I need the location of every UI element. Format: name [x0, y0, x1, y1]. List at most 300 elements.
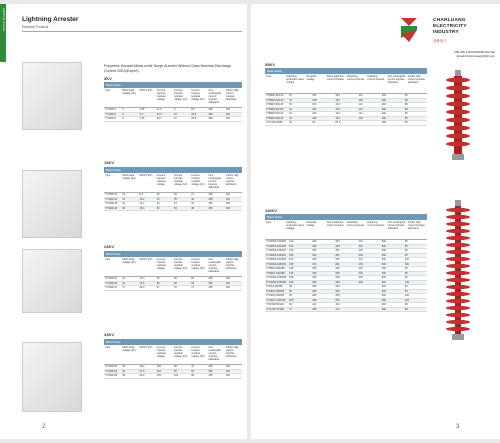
table-cell: 18: [122, 206, 126, 210]
table-cell: 260: [335, 244, 340, 248]
table-cell: 600: [381, 262, 386, 266]
table-cell: YH10W-33: [105, 369, 118, 373]
contact-info: [399, 50, 495, 58]
table-cell: 100: [289, 258, 294, 261]
table-cell: YH10W-18: [105, 206, 118, 210]
table-cell: 250: [208, 374, 213, 377]
table-cell: 221: [358, 240, 363, 243]
table-cell: 24: [122, 281, 126, 285]
table-cell: 32: [191, 197, 195, 201]
table-cell: 71: [191, 286, 195, 289]
table-cell: 229: [358, 276, 363, 279]
table-cell: 96: [289, 289, 292, 293]
table-cell: 120: [335, 98, 340, 102]
table-cell: 69: [174, 281, 177, 285]
table-title: Basic Data: [265, 214, 427, 220]
table-cell: 87.5: [335, 121, 341, 124]
table-cell: 104: [174, 374, 179, 377]
product-intro: Polymeric Housed Metal-oxide Surge Arrester Without Gaps Nominal Discharge Current 10KA(Export): [104, 64, 232, 73]
table-cell: 86: [156, 281, 160, 285]
column-header: Current impulse residual voltage (kV): [174, 89, 188, 101]
table-cell: 400: [381, 116, 386, 120]
column-header: Current impulse residual voltage (kV): [174, 346, 188, 358]
column-header: 4/10us high current impulse withstand: [407, 75, 425, 84]
table-cell: 114: [358, 103, 363, 106]
column-header: Current impulse residual voltage (kV): [174, 258, 188, 270]
table-cell: 10: [122, 193, 126, 196]
table-cell: 42: [289, 107, 292, 111]
table-cell: 132: [335, 303, 340, 306]
logo-line-3: INDUSTRY: [433, 30, 459, 36]
table-cell: 100: [225, 197, 230, 201]
table-cell: 114: [358, 94, 363, 97]
table-cell: YH10W-30: [105, 365, 118, 368]
table-cell: 250: [208, 108, 213, 111]
table-cell: 65: [404, 94, 408, 97]
table-cell: 24.4: [139, 365, 145, 368]
section-tab-label: Lightning Arrester: [2, 8, 6, 32]
column-header: Residual voltage: [306, 221, 317, 227]
column-header: MCOV (kV): [139, 346, 153, 349]
column-header: Residual voltage: [306, 75, 317, 81]
table-cell: 280: [312, 294, 317, 297]
table-cell: 15: [122, 202, 126, 205]
table-cell: 600: [381, 280, 386, 284]
table-cell: 108: [289, 280, 294, 284]
table-cell: YH10WZ-108/281: [266, 249, 287, 252]
table-cell: 250: [208, 365, 213, 368]
table-cell: 239: [358, 262, 363, 266]
column-header: Steep lightning current impulse: [326, 75, 344, 81]
table-cell: 65: [404, 303, 408, 306]
table-cell: YH5WZ-42/120: [266, 98, 284, 102]
table-cell: 87: [191, 369, 195, 373]
table-cell: 250: [208, 281, 213, 285]
table-cell: 22.0: [139, 286, 145, 289]
page-subtitle: Electrical Products: [22, 25, 49, 29]
table-cell: [358, 121, 381, 125]
table-cell: 60: [289, 303, 292, 306]
product-image-3kv: [22, 62, 82, 130]
table-cell: 65: [404, 253, 408, 257]
table-cell: 35: [174, 197, 177, 201]
column-header: Type: [105, 346, 111, 349]
table-cell: 29: [174, 193, 177, 196]
left-page: [0, 4, 247, 439]
table-cell: YH10WZ-100/260: [266, 240, 287, 243]
column-header: Steep lightning current impulse: [326, 221, 344, 227]
table-cell: 12.7: [139, 202, 145, 205]
table-cell: 400: [381, 307, 386, 311]
table-cell: 100: [404, 280, 410, 284]
column-header: 4/10us high current impulse withstand: [225, 346, 239, 358]
table-cell: 250: [335, 294, 340, 297]
table-cell: 65: [404, 240, 408, 243]
contact-email: Email:chanlumiee@163.com: [456, 54, 495, 58]
table-cell: 23.0: [156, 112, 162, 116]
table-cell: 8.4: [139, 193, 143, 196]
table-cell: 9: [174, 108, 176, 111]
column-header: Lightning current impulse: [367, 221, 385, 227]
right-page: [251, 4, 500, 439]
table-cell: 8.9: [191, 108, 195, 111]
product-image-15kv: [22, 170, 82, 238]
table-cell: 9: [122, 117, 124, 120]
spec-table: [265, 214, 427, 312]
table-header-row: [265, 220, 427, 240]
table-cell: 51: [289, 112, 292, 115]
column-header: MCOV (kV): [139, 174, 153, 177]
table-row: [104, 207, 242, 212]
table-cell: 65: [404, 116, 408, 120]
table-cell: 15.3: [139, 206, 145, 210]
table-cell: 95: [191, 374, 195, 377]
table-cell: 33: [122, 369, 126, 373]
table-row: [104, 286, 242, 291]
table-cell: YH1.5W-60/144: [266, 303, 284, 306]
table-cell: [358, 303, 381, 307]
table-cell: 25.8: [191, 117, 197, 120]
table-cell: 44: [174, 202, 177, 205]
table-cell: 400: [381, 98, 386, 102]
table-cell: 260: [335, 258, 340, 261]
logo-chinese-name: 查鲁电气: [433, 39, 447, 43]
table-title: Basic Data: [265, 68, 427, 74]
table-cell: 239: [358, 249, 363, 252]
table-cell: 18: [174, 112, 177, 116]
table-header-row: [104, 345, 242, 365]
table-cell: 27.0: [139, 369, 145, 373]
table-cell: 100: [289, 240, 294, 243]
logo-mark-icon: [399, 16, 419, 44]
table-cell: 280: [312, 285, 317, 288]
table-cell: YH5WZ-42/120: [266, 116, 284, 120]
table-cell: 221: [358, 258, 363, 261]
column-header: Current impulse residual voltage: [156, 89, 166, 101]
table-cell: 154: [312, 107, 317, 111]
section-label: 24KV: [104, 244, 115, 249]
table-cell: 48: [191, 206, 195, 210]
table-cell: 43: [156, 197, 160, 201]
table-header-row: [104, 257, 242, 277]
table-cell: 100: [225, 193, 230, 196]
table-header-row: [265, 74, 427, 94]
table-cell: 96: [289, 285, 292, 288]
table-cell: YH10WZ-108/281: [266, 253, 287, 257]
table-cell: 51: [289, 94, 292, 97]
table-cell: YH10W-10: [105, 193, 118, 196]
table-cell: 281: [335, 262, 340, 266]
table-cell: 100: [225, 365, 230, 368]
table-cell: 65: [404, 276, 408, 279]
table-cell: 400: [381, 271, 386, 275]
table-cell: 65: [404, 267, 408, 270]
column-header: 2ms rectangular current impulse withstand: [208, 174, 222, 189]
section-label: 15KV: [104, 160, 115, 165]
table-header-row: [104, 173, 242, 193]
table-cell: 400: [381, 285, 386, 288]
table-title: Basic Data: [104, 339, 242, 345]
table-cell: 134: [335, 94, 340, 97]
column-header: Current impulse residual voltage: [156, 174, 166, 186]
contact-phone: MB:+86-13970000000 Wechat: [454, 50, 495, 54]
table-cell: 65: [404, 285, 408, 288]
column-header: MCOV (kV): [139, 258, 153, 261]
table-cell: 250: [208, 197, 213, 201]
column-header: MCOV (kV): [139, 89, 153, 92]
column-header: 2ms rectangular current impulse withstand: [387, 75, 406, 84]
column-header: MOA rated voltage (kV): [122, 258, 136, 264]
table-cell: 65: [404, 244, 408, 248]
table-cell: 239: [358, 253, 363, 257]
table-cell: 100: [225, 117, 230, 120]
table-cell: 118: [156, 369, 161, 373]
column-header: Switching current impulse: [347, 75, 365, 81]
table-cell: 30: [122, 365, 126, 368]
column-header: Current impulse residual voltage (kV): [191, 89, 205, 101]
table-cell: 10.2: [139, 197, 145, 201]
table-cell: 100: [225, 369, 230, 373]
table-cell: YH10WZ-108/268: [266, 276, 287, 279]
table-cell: YH5WZ-51/134: [266, 112, 284, 115]
table-cell: YH5WZ-108/268: [266, 267, 285, 270]
table-cell: 144: [312, 303, 317, 306]
table-cell: 250: [208, 206, 213, 210]
column-header: MOA rated voltage (kV): [122, 346, 136, 352]
column-header: Current impulse residual voltage: [156, 346, 166, 358]
table-cell: 53: [174, 206, 177, 210]
table-cell: 100: [404, 294, 410, 297]
section-label: 3KV: [104, 76, 112, 81]
table-cell: 12: [122, 197, 126, 201]
table-cell: 100: [404, 298, 410, 302]
table-cell: 250: [335, 289, 340, 293]
table-cell: YH10W-21: [105, 277, 118, 280]
table-cell: 250: [208, 202, 213, 205]
page-number-right: 3: [456, 424, 460, 430]
table-cell: YH10W-24: [105, 281, 118, 285]
table-cell: 97: [156, 286, 160, 289]
column-header: 4/10us high current impulse withstand: [225, 174, 239, 186]
table-title: Basic Data: [104, 167, 242, 173]
table-row: [104, 374, 242, 379]
table-cell: 65: [156, 206, 160, 210]
table-cell: 299: [312, 240, 317, 243]
column-header: 4/10us high current impulse withstand: [225, 89, 239, 101]
table-cell: 16.8: [191, 112, 197, 116]
table-title: Basic Data: [104, 82, 242, 88]
column-header: 2ms rectangular current impulse withstand: [387, 221, 406, 230]
table-cell: 250: [208, 112, 213, 116]
table-cell: 17.0: [139, 277, 145, 280]
table-cell: 36: [156, 193, 160, 196]
section-label: 110KV: [265, 208, 278, 213]
table-cell: [358, 290, 381, 294]
table-cell: 60: [174, 277, 177, 280]
table-cell: 7.65: [139, 117, 145, 120]
column-header: Lightning current impulse: [367, 75, 385, 81]
table-cell: YH10W-3: [105, 108, 116, 111]
table-cell: 308: [312, 267, 317, 270]
table-cell: YH5WZ-51/134: [266, 103, 284, 106]
column-header: Current impulse residual voltage (kV): [174, 174, 188, 186]
table-cell: 138: [312, 116, 317, 120]
table-cell: 250: [208, 193, 213, 196]
table-cell: 154: [312, 103, 317, 106]
table-cell: YH10W-15: [105, 202, 118, 205]
table-cell: 221: [358, 244, 363, 248]
table-cell: YH10W-9: [105, 117, 116, 120]
table-cell: 268: [335, 271, 340, 275]
table-cell: 323: [312, 262, 317, 266]
table-cell: [358, 294, 381, 298]
table-cell: 40: [191, 202, 195, 205]
table-cell: YH10WZ-108/268: [266, 280, 287, 284]
table-cell: 600: [381, 240, 386, 243]
table-cell: 55: [191, 277, 195, 280]
table-cell: 65: [404, 289, 408, 293]
table-cell: 281: [335, 253, 340, 257]
table-cell: 323: [312, 253, 317, 257]
table-cell: 100: [225, 108, 230, 111]
column-header: Switching current impulse: [347, 221, 365, 227]
table-cell: YH10WZ-100/260: [266, 258, 287, 261]
table-cell: YH10W-27: [105, 286, 118, 289]
table-cell: 400: [381, 112, 386, 115]
table-cell: 114: [358, 107, 363, 111]
column-header: Type: [105, 174, 111, 177]
table-cell: 260: [335, 298, 340, 302]
table-cell: 65: [404, 107, 408, 111]
table-cell: 299: [312, 258, 317, 261]
table-cell: 308: [312, 271, 317, 275]
table-cell: 134: [335, 112, 340, 115]
table-cell: 86: [174, 365, 177, 368]
table-cell: YH10CX-100/260: [266, 298, 286, 302]
table-cell: 260: [335, 240, 340, 243]
table-cell: 11.0: [156, 108, 162, 111]
table-cell: 100: [225, 277, 230, 280]
table-cell: 108: [156, 365, 161, 368]
table-cell: 96: [289, 294, 292, 297]
product-image-110kv: [434, 200, 482, 342]
column-header: Current impulse residual voltage: [156, 258, 166, 270]
table-cell: 100: [225, 286, 230, 289]
table-cell: 323: [312, 249, 317, 252]
table-cell: 299: [312, 244, 317, 248]
column-header: 2ms rectangular current impulse withstand: [208, 346, 222, 361]
table-cell: YH1.5W-30/80: [266, 121, 283, 124]
table-header-row: [104, 88, 242, 108]
table-cell: 600: [381, 249, 386, 252]
table-cell: 92: [312, 121, 316, 124]
spec-table: [104, 82, 242, 122]
table-cell: 100: [289, 298, 294, 302]
table-cell: 250: [335, 285, 340, 288]
table-cell: 186: [312, 307, 317, 311]
table-cell: 268: [335, 267, 340, 270]
product-image-24kv: [22, 249, 82, 313]
table-cell: 250: [208, 117, 213, 120]
table-cell: 129: [156, 374, 161, 377]
table-cell: 229: [358, 280, 363, 284]
table-cell: 308: [312, 280, 317, 284]
table-cell: 54: [156, 202, 160, 205]
table-cell: 65: [404, 121, 408, 124]
product-image-35kv: [434, 70, 482, 162]
table-cell: 63: [191, 281, 195, 285]
table-row: [265, 121, 427, 126]
table-cell: 78: [174, 286, 177, 289]
table-cell: 100: [225, 374, 230, 377]
column-header: Current impulse residual voltage (kV): [191, 174, 205, 186]
table-cell: 102: [358, 98, 363, 102]
table-cell: 100: [225, 281, 230, 285]
table-cell: 100: [404, 258, 410, 261]
spec-table: [104, 339, 242, 379]
table-cell: 65: [404, 103, 408, 106]
table-cell: 108: [289, 253, 294, 257]
table-cell: [358, 299, 381, 303]
table-cell: 600: [381, 294, 386, 297]
table-cell: 280: [312, 289, 317, 293]
table-cell: 400: [381, 103, 386, 106]
table-cell: 229: [358, 267, 363, 270]
logo-line-2: ELECTRICITY: [433, 24, 467, 30]
logo-line-1: CHARLUANG: [433, 18, 466, 23]
section-label: 35KV: [265, 62, 276, 67]
table-cell: YH10W-6: [105, 112, 116, 116]
table-cell: 281: [335, 249, 340, 252]
page-title: Lightning Arrester: [22, 16, 79, 23]
column-header: Type: [105, 258, 111, 261]
table-cell: 400: [381, 267, 386, 270]
table-cell: YH5WZ-51/134: [266, 94, 284, 97]
column-header: 4/10us high current impulse withstand: [225, 258, 239, 270]
table-cell: YH5WZ-108/268: [266, 271, 285, 275]
table-cell: 138: [312, 98, 317, 102]
table-cell: 114: [358, 112, 363, 115]
table-cell: 42: [289, 98, 292, 102]
table-cell: 21: [122, 277, 126, 280]
column-header: Type: [266, 221, 272, 224]
table-cell: 600: [381, 244, 386, 248]
table-row: [104, 117, 242, 122]
table-cell: YH10W-12: [105, 197, 118, 201]
column-header: MOA rated voltage (kV): [122, 89, 136, 95]
column-header: Type: [105, 89, 111, 92]
column-header: Lightning protection rated voltage: [286, 75, 304, 84]
table-cell: 154: [312, 112, 317, 115]
table-cell: 65: [404, 271, 408, 275]
table-cell: YH5WR-42/134: [266, 107, 284, 111]
section-tab: [0, 4, 6, 62]
table-cell: 65: [404, 112, 408, 115]
table-cell: 27: [122, 286, 126, 289]
table-cell: 229: [358, 271, 363, 275]
column-header: Type: [266, 75, 272, 78]
table-cell: 600: [381, 289, 386, 293]
table-cell: 299: [312, 298, 317, 302]
table-cell: [358, 285, 381, 289]
table-cell: 30: [289, 121, 292, 124]
table-cell: 400: [381, 107, 386, 111]
table-cell: 400: [381, 303, 386, 306]
table-cell: 100: [289, 244, 294, 248]
table-cell: 3: [122, 108, 124, 111]
table-cell: 100: [225, 202, 230, 205]
table-cell: 400: [381, 94, 386, 97]
